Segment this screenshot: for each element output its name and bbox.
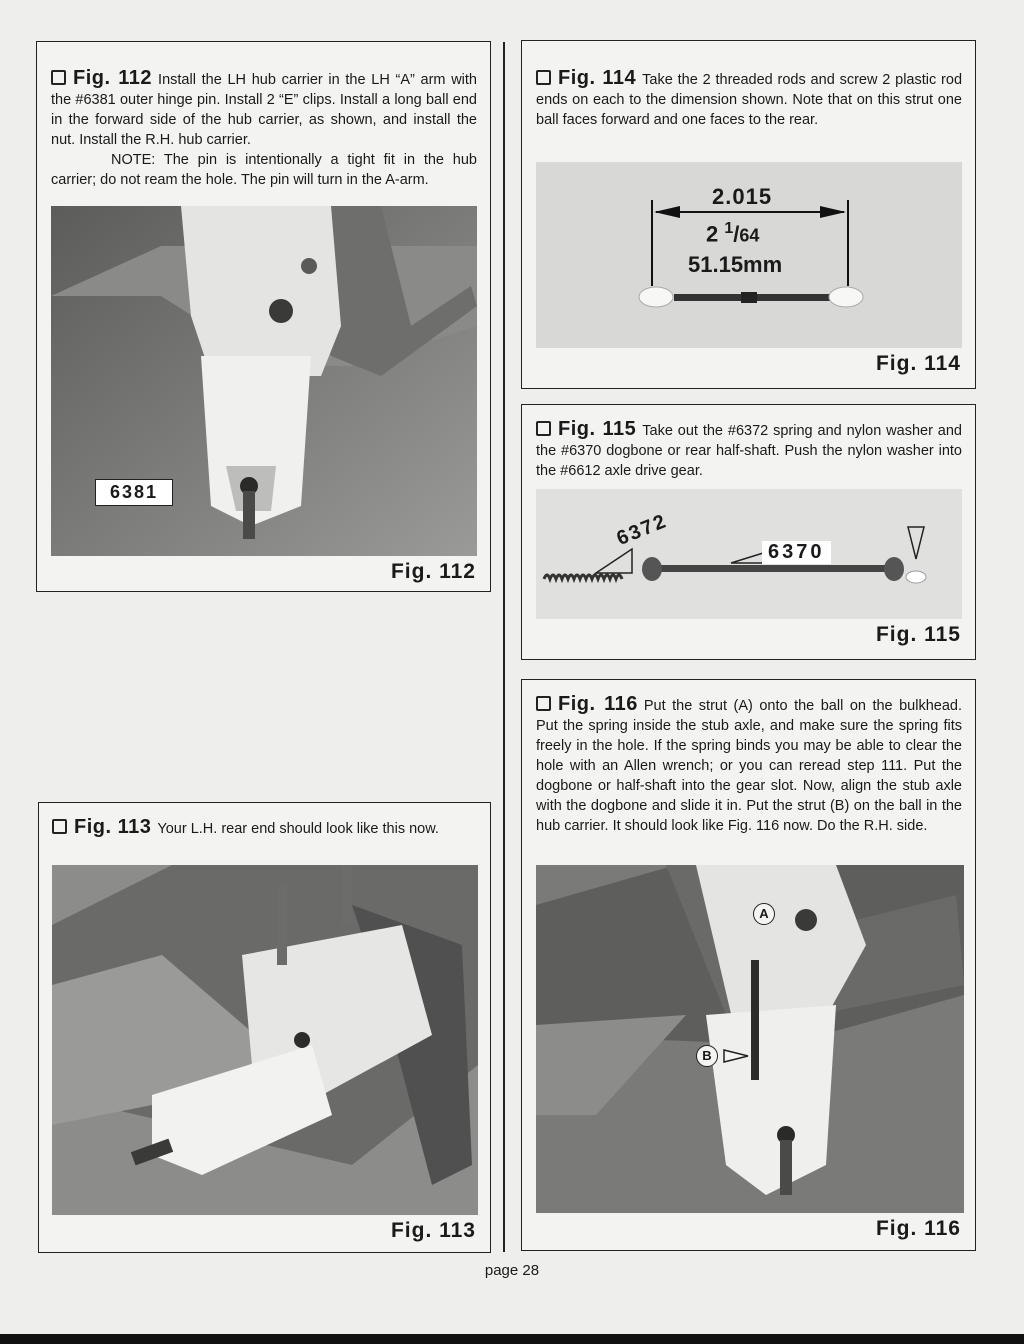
fig112-note: NOTE: The pin is intentionally a tight fit in the hub carrier; do not ream the hole. The pin will turn in the A-arm. <box>51 152 477 188</box>
fig116-caption: Fig. 116 <box>875 1217 961 1240</box>
fig112-photo <box>51 206 477 556</box>
fig112-heading: Fig. 112 <box>73 67 153 89</box>
fig114-instructions: Take the 2 threaded rods and screw 2 plastic rod ends on each to the dimension shown. Note that on this strut one ball faces forward and one faces to the rear. <box>536 72 963 128</box>
fig114-dim-mm: 51.15mm <box>688 252 783 277</box>
fig113-photo <box>52 865 478 1215</box>
column-divider <box>503 42 505 1252</box>
fig115-parts-diagram <box>536 489 962 619</box>
fig114-heading: Fig. 114 <box>558 67 637 89</box>
fig116-marker-a: A <box>753 903 775 925</box>
checkbox-icon[interactable] <box>51 70 66 85</box>
page-number: page 28 <box>484 1262 540 1279</box>
fig115-callout-6370: 6370 <box>762 541 831 564</box>
fig116-pointer-icon <box>722 1046 752 1066</box>
checkbox-icon[interactable] <box>536 70 551 85</box>
fig112-text-block <box>51 68 477 190</box>
fig114-text-block <box>536 68 962 130</box>
fig113-panel <box>38 802 491 1253</box>
checkbox-icon[interactable] <box>536 421 551 436</box>
fig116-text-block <box>536 694 962 836</box>
scan-edge <box>0 1334 1024 1344</box>
fig112-caption: Fig. 112 <box>390 560 476 583</box>
fig115-heading: Fig. 115 <box>558 418 637 440</box>
fig114-caption: Fig. 114 <box>875 352 961 375</box>
fig115-instructions: Take out the #6372 spring and nylon washer and the #6370 dogbone or rear half-shaft. Push the nylon washer into the #6612 axle drive gear. <box>536 423 962 479</box>
fig112-instructions: Install the LH hub carrier in the LH “A” arm with the #6381 outer hinge pin. Install 2 “E” clips. Install a long ball end in the forward side of the hub carrier, as shown, and install the nut. Install the R.H. hub carrier. <box>51 72 477 148</box>
fig115-photo <box>536 489 962 619</box>
fig115-caption: Fig. 115 <box>875 623 961 646</box>
fig116-marker-b: B <box>696 1045 718 1067</box>
fig114-photo <box>536 162 962 348</box>
fig114-dim-fraction: 2 $^1$/64 <box>706 220 760 247</box>
fig112-panel <box>36 41 491 592</box>
fig116-photo <box>536 865 964 1213</box>
fig113-text-block <box>52 817 478 839</box>
fig115-callout-6372: 6372 <box>613 510 671 551</box>
fig112-callout-6381: 6381 <box>95 479 173 506</box>
fig115-panel <box>521 404 976 660</box>
fig113-instructions: Your L.H. rear end should look like this now. <box>157 821 439 837</box>
fig114-dim-inches: 2.015 <box>708 184 776 210</box>
checkbox-icon[interactable] <box>536 696 551 711</box>
fig116-heading: Fig. 116 <box>558 693 638 715</box>
fig113-caption: Fig. 113 <box>390 1219 476 1242</box>
fig114-panel <box>521 40 976 389</box>
fig115-text-block <box>536 419 962 481</box>
fig113-heading: Fig. 113 <box>74 816 152 838</box>
checkbox-icon[interactable] <box>52 819 67 834</box>
fig116-panel <box>521 679 976 1251</box>
fig116-instructions: Put the strut (A) onto the ball on the bulkhead. Put the spring inside the stub axle, and make sure the spring fits freely in the hole. If the spring binds you may be able to clear the hole with an Allen wrench; or you can reread step 111. Put the dogbone or half-shaft into the gear slot. Now, align the stub axle with the dogbone and slide it in. Put the strut (B) on the ball in the hub carrier. It should look like Fig. 116 now. Do the R.H. side. <box>536 698 963 834</box>
